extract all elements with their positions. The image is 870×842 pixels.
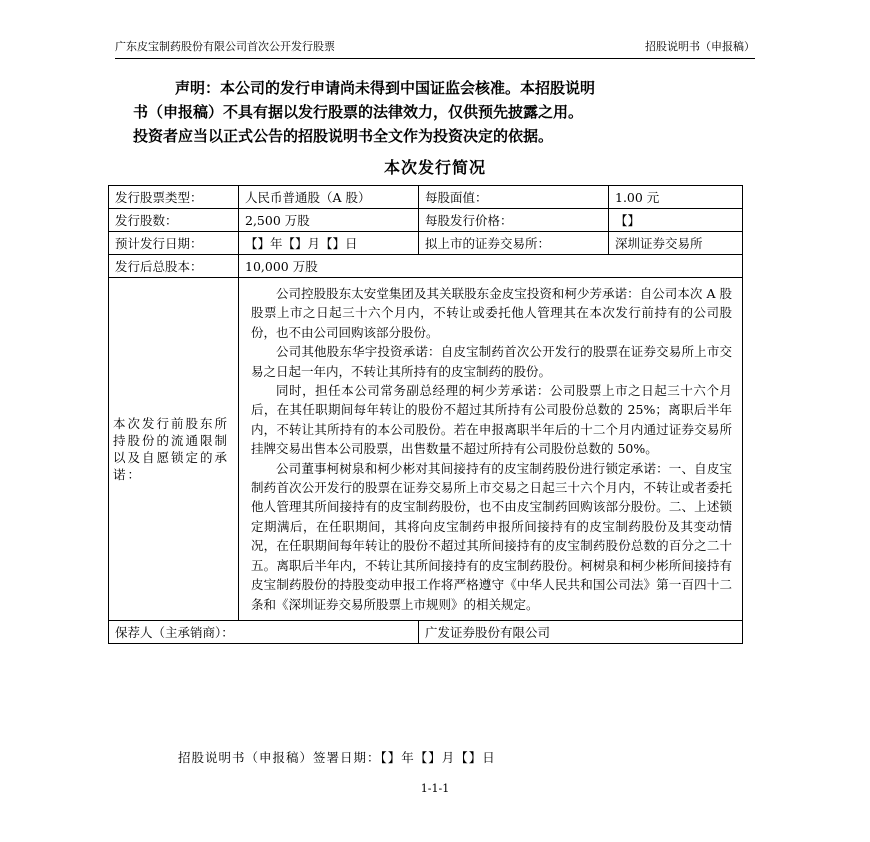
table-row [109,232,743,255]
value-share-count: 2,500 万股 [239,209,419,232]
label-lockup: 本次发行前股东所持股份的流通限制以及自愿锁定的承诺： [109,278,239,621]
value-issue-price: 【】 [609,209,743,232]
table-row [109,209,743,232]
value-stock-type: 人民币普通股（A 股） [239,186,419,209]
label-stock-type: 发行股票类型： [109,186,239,209]
value-sponsor: 广发证券股份有限公司 [419,620,743,643]
label-par-value: 每股面值： [419,186,609,209]
label-sponsor: 保荐人（主承销商）： [109,620,419,643]
table-row [109,255,743,278]
label-issue-price: 每股发行价格： [419,209,609,232]
table-row [109,186,743,209]
header-doc-type: 招股说明书（申报稿） [645,40,755,53]
value-exchange: 深圳证券交易所 [609,232,743,255]
value-issue-date: 【】年【】月【】日 [239,232,419,255]
signing-date: 招股说明书（申报稿）签署日期：【】年【】月【】日 [178,750,496,765]
lockup-paragraph: 公司其他股东华宇投资承诺：自皮宝制药首次公开发行的股票在证券交易所上市交易之日起一年内，不转让其所持有的皮宝制药的股份。 [251,344,732,379]
value-par-value: 1.00 元 [609,186,743,209]
lockup-paragraph: 同时，担任本公司常务副总经理的柯少芳承诺：公司股票上市之日起三十六个月后，在其任职期间每年转让的股份不超过其所持有公司股份总数的 25%；离职后半年内，不转让其所持有的本公司股份。若在申报离职半年后的十二个月内通过证券交易所挂牌交易出售本公司股票，出售数量不超过所持有公司股份总数的 50%。 [251,383,732,457]
page-number: 1-1-1 [420,782,450,795]
header-company: 广东皮宝制药股份有限公司首次公开发行股票 [115,40,335,53]
label-total-shares: 发行后总股本： [109,255,239,278]
section-title: 本次发行简况 [383,158,486,177]
lockup-content [239,278,743,621]
label-issue-date: 预计发行日期： [109,232,239,255]
page-header [115,38,755,59]
offering-summary-table [108,185,743,644]
table-row [109,620,743,643]
disclaimer-statement [133,76,743,148]
table-row [109,278,743,621]
label-exchange: 拟上市的证券交易所： [419,232,609,255]
statement-line: 声明：本公司的发行申请尚未得到中国证监会核准。本招股说明 [175,79,596,97]
value-total-shares: 10,000 万股 [239,255,743,278]
lockup-paragraph: 公司董事柯树泉和柯少彬对其间接持有的皮宝制药股份进行锁定承诺：一、自皮宝制药首次公开发行的股票在证券交易所上市交易之日起三十六个月内，不转让或者委托他人管理其所间接持有的皮宝制药股份，也不由皮宝制药回购该部分股份。二、上述锁定期满后，在任职期间，其将向皮宝制药申报所间接持有的皮宝制药股份及其变动情况，在任职期间每年转让的股份不超过其所间接持有的皮宝制药股份总数的百分之二十五。离职后半年内，不转让其所间接持有的皮宝制药股份。柯树泉和柯少彬所间接持有皮宝制药股份的持股变动申报工作将严格遵守《中华人民共和国公司法》第一百四十二条和《深圳证券交易所股票上市规则》的相关规定。 [251,460,732,612]
statement-line: 书（申报稿）不具有据以发行股票的法律效力，仅供预先披露之用。 [133,103,584,121]
label-share-count: 发行股数： [109,209,239,232]
lockup-paragraph: 公司控股股东太安堂集团及其关联股东金皮宝投资和柯少芳承诺：自公司本次 A 股股票上市之日起三十六个月内，不转让或委托他人管理其在本次发行前持有的公司股份，也不由公司回购该部分股份。 [251,286,732,340]
statement-line: 投资者应当以正式公告的招股说明书全文作为投资决定的依据。 [133,127,554,145]
